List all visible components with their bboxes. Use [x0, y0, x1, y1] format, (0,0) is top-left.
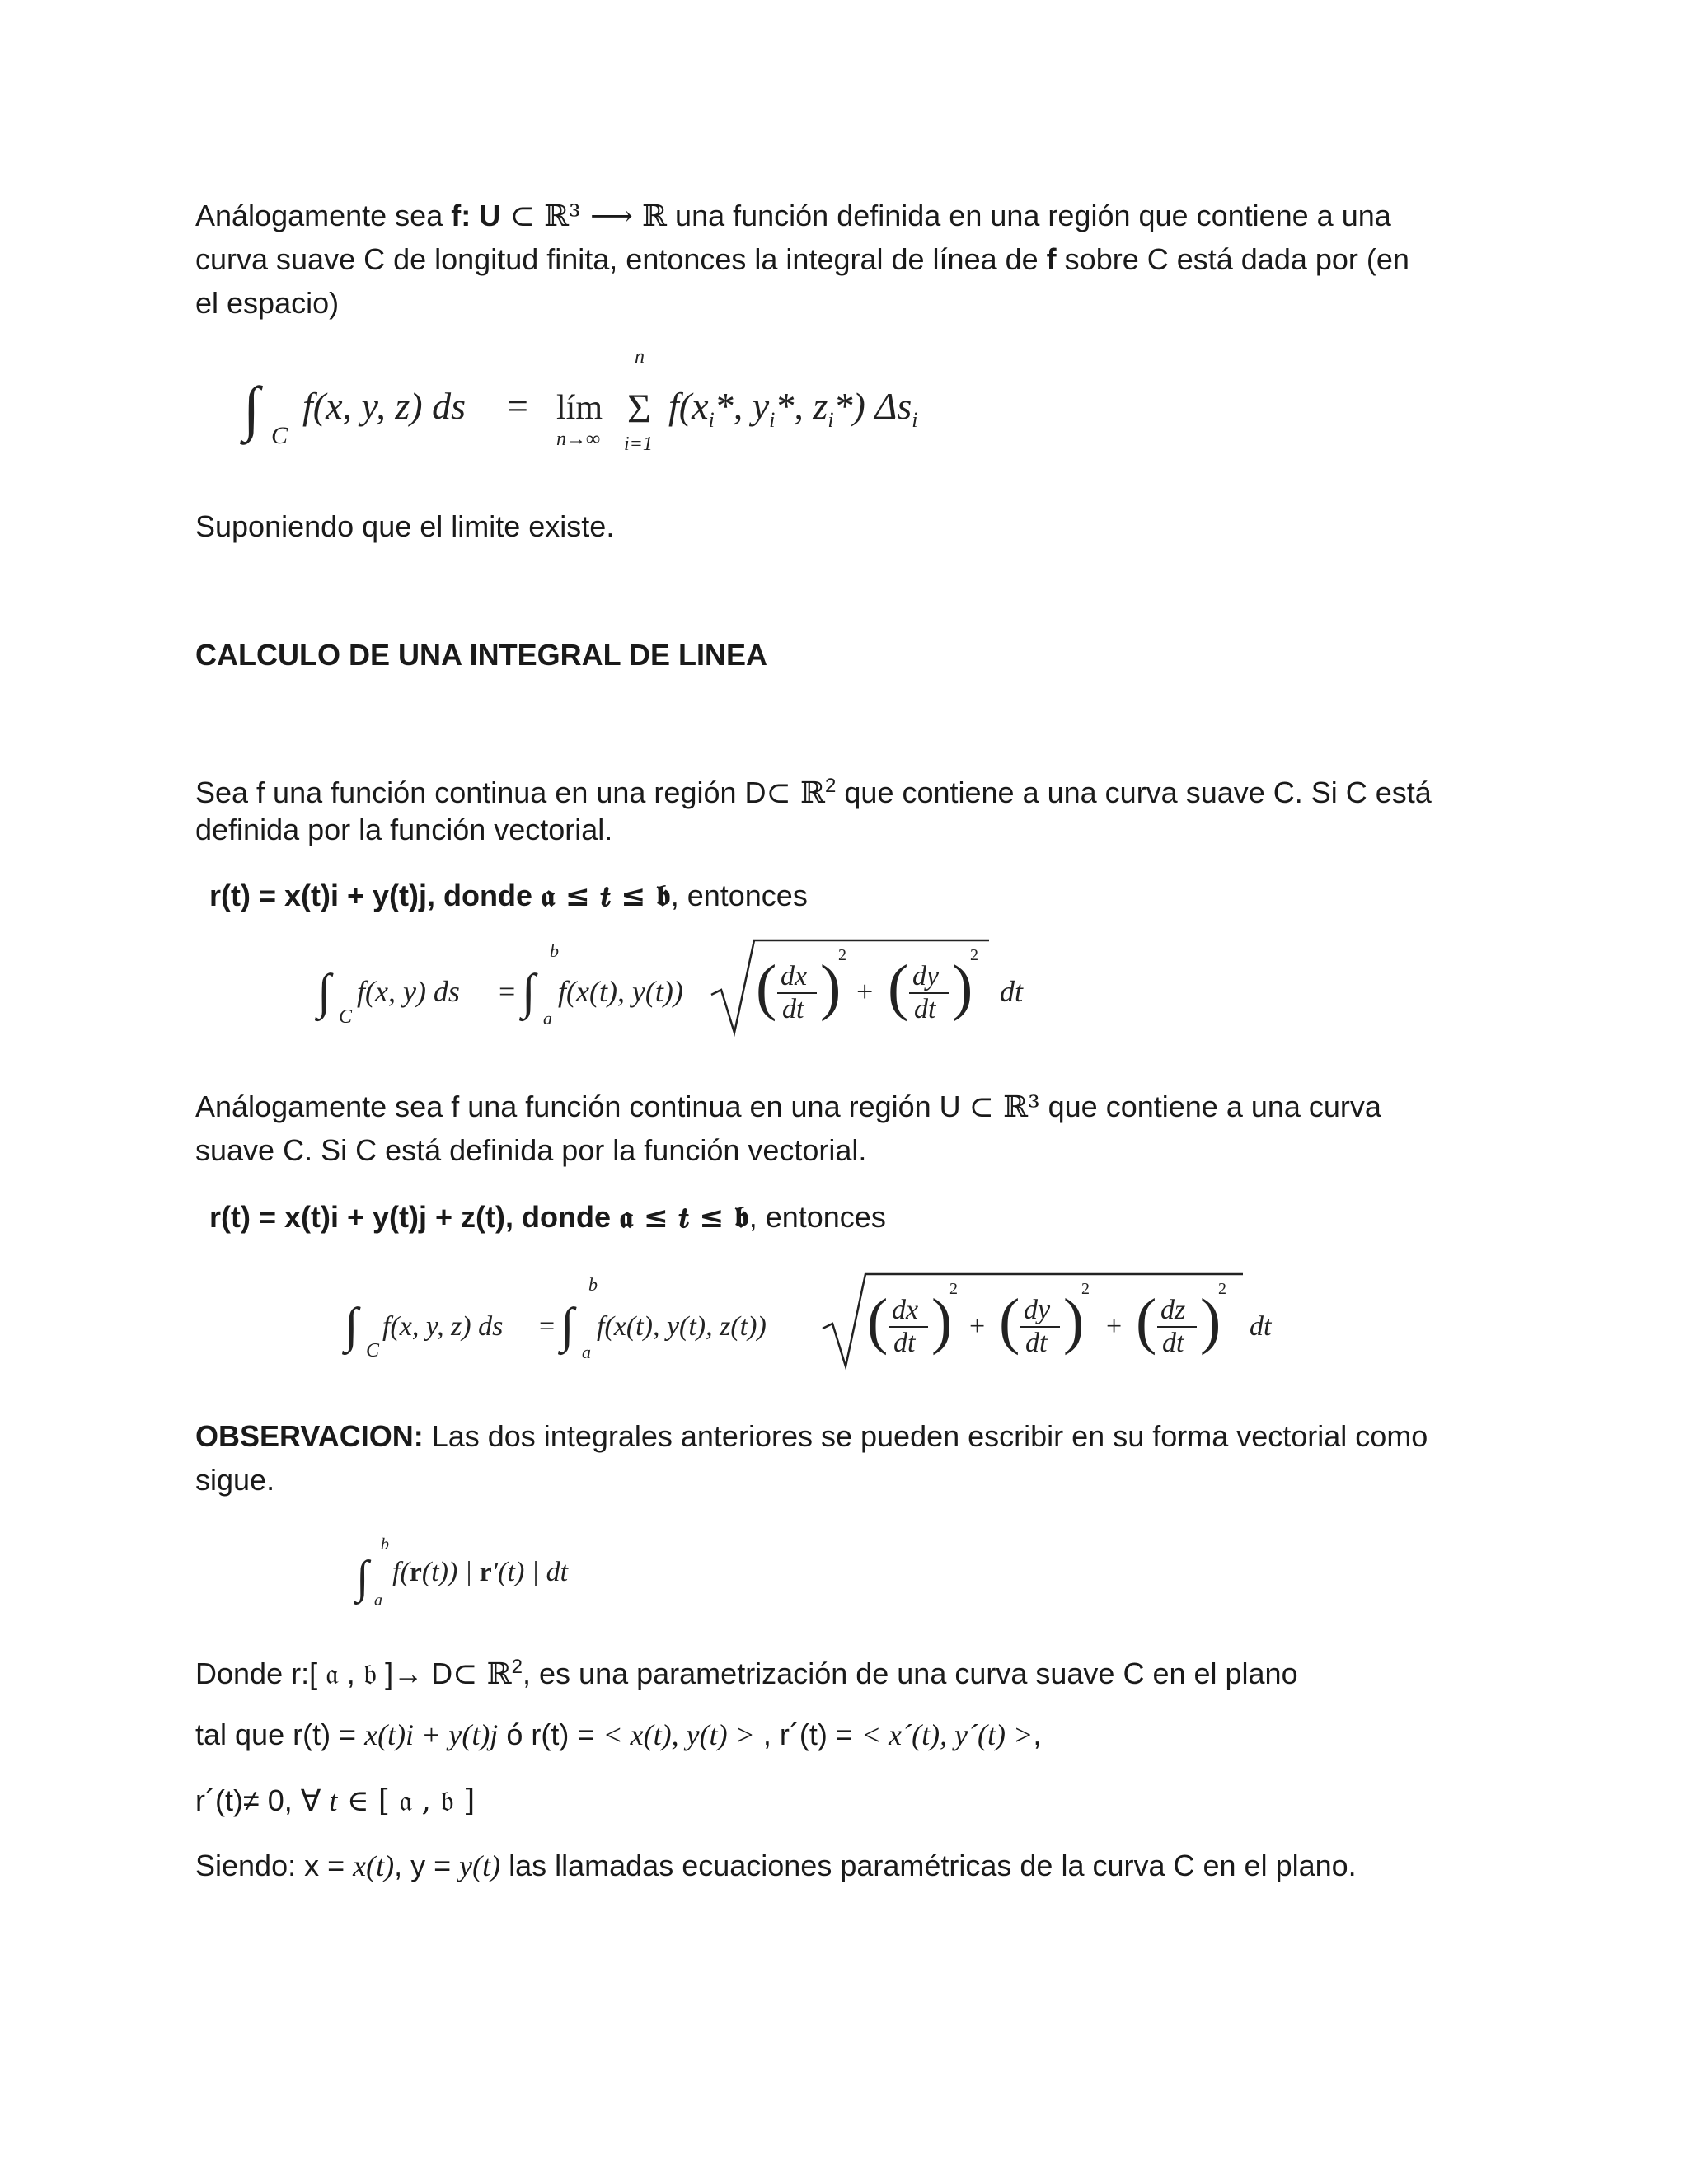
paren: ) [1063, 1286, 1085, 1356]
paren: ( [756, 953, 777, 1022]
lower-limit: a [543, 1008, 552, 1029]
formula-svg [243, 338, 985, 470]
paragraph-line: suave C. Si C está definida por la función vectorial. [195, 1133, 867, 1167]
formula-line-integral-2d [317, 935, 1059, 1043]
subset-symbol: ⊂ [766, 776, 801, 810]
math-x: x(t) [353, 1849, 395, 1882]
paren: ) [1200, 1286, 1221, 1356]
dt-differential: dt [1000, 975, 1024, 1008]
sum-upper: n [635, 346, 645, 368]
upper-limit: b [550, 940, 559, 961]
text: , r´(t) = [754, 1718, 861, 1751]
text: , [1033, 1718, 1042, 1751]
upper-limit: b [588, 1274, 598, 1295]
r2-symbol: ℝ [800, 776, 826, 810]
equals: = [499, 975, 516, 1008]
exponent: 2 [838, 946, 846, 964]
function-f: f [1046, 242, 1057, 276]
paren: ( [867, 1286, 889, 1356]
paren: ) [931, 1286, 953, 1356]
text: r´(t)≠ 0, ∀ [195, 1783, 330, 1817]
vector-function-2d [209, 874, 1495, 918]
dy: dy [912, 961, 940, 991]
formula-line-integral-3d [345, 1269, 1292, 1376]
paren: ( [888, 953, 909, 1022]
integrand: f(x(t), y(t), z(t)) [597, 1311, 767, 1342]
text: ó r(t) = [498, 1718, 603, 1751]
dt: dt [1025, 1328, 1048, 1358]
dx: dx [892, 1295, 919, 1325]
integral-sign: ∫ [560, 1298, 574, 1352]
dt: dt [893, 1328, 916, 1358]
paragraph-line-3: el espacio) [195, 286, 340, 320]
math-expression: < x´(t), y´(t) > [860, 1718, 1034, 1751]
sum-lower: i=1 [624, 434, 653, 455]
paren: ) [820, 953, 842, 1022]
integral-sign: ∫ [356, 1552, 369, 1603]
text: una función definida en una región que contiene a una [667, 199, 1391, 232]
text: , es una parametrización de una curva suave C en el plano [523, 1657, 1298, 1690]
observation-label: OBSERVACION: [195, 1419, 424, 1453]
r3-symbol: ℝ³ [1003, 1090, 1040, 1124]
lhs: f(x, y, z) ds [382, 1311, 504, 1342]
plus: + [1106, 1311, 1123, 1342]
math-t: t [329, 1784, 338, 1817]
paragraph-line [195, 1085, 1481, 1129]
exponent: 2 [511, 1656, 523, 1678]
parametric-equations-line [195, 1844, 1481, 1888]
lhs: f(x, y) ds [357, 975, 460, 1008]
text: que contiene a una curva suave C. Si C está [836, 776, 1432, 809]
dt: dt [782, 994, 804, 1024]
math-expression: x(t)i + y(t)j [364, 1718, 499, 1751]
vector-function-3d [209, 1195, 1495, 1240]
text: , entonces [748, 1200, 886, 1234]
parametrization-line [195, 1713, 1481, 1757]
equals: = [507, 385, 528, 427]
text: curva suave C de longitud finita, entonces la integral de línea de [195, 242, 1047, 276]
dy: dy [1024, 1295, 1051, 1325]
paragraph-line: definida por la función vectorial. [195, 813, 613, 846]
square-root-sign [711, 940, 989, 1033]
exponent: 2 [1081, 1280, 1090, 1298]
lower-limit: a [374, 1591, 382, 1610]
equals: = [539, 1311, 556, 1342]
formula-vector-form [356, 1535, 636, 1617]
lim-subscript: n→∞ [556, 429, 601, 450]
arrow-symbol: ⟶ [580, 199, 643, 233]
formula-svg [356, 1535, 636, 1617]
text: que contiene a una curva [1039, 1090, 1381, 1123]
subscript-c: C [271, 422, 288, 449]
text: , y = [394, 1849, 460, 1882]
nonzero-derivative-line [195, 1779, 1481, 1823]
r-symbol: ℝ [642, 199, 668, 233]
observation-line [195, 1414, 1481, 1458]
formula-limit-definition [243, 338, 985, 470]
math-expression: < x(t), y(t) > [603, 1718, 755, 1751]
observation-line: sigue. [195, 1463, 275, 1497]
paren: ( [999, 1286, 1020, 1356]
plus: + [856, 975, 874, 1008]
subset-symbol: ⊂ [500, 199, 545, 233]
dz: dz [1160, 1295, 1186, 1325]
r2-symbol: ℝ [486, 1657, 512, 1691]
paragraph-line-1 [195, 194, 1481, 238]
parameter-range: 𝖆 ≤ 𝒕 ≤ 𝖇 [619, 1200, 749, 1235]
parameter-range: 𝖆 ≤ 𝒕 ≤ 𝖇 [541, 879, 671, 913]
sum-term: $f(x_i*$, $y_i*$, $z_i*$) $\Delta s_i$ [668, 385, 918, 432]
exponent: 2 [970, 946, 978, 964]
interval: ∈ [ 𝔞 , 𝔟 ] [337, 1784, 476, 1818]
lower-limit: a [582, 1342, 591, 1362]
text: Siendo: x = [195, 1849, 354, 1882]
text: Las dos integrales anteriores se pueden escribir en su forma vectorial como [423, 1419, 1428, 1453]
subscript-c: C [366, 1340, 380, 1361]
formula-svg [345, 1269, 1292, 1376]
text: sobre C está dada por (en [1056, 242, 1409, 276]
subset-symbol: ⊂ [452, 1657, 487, 1691]
text: , entonces [670, 879, 808, 912]
formula-svg [317, 935, 1059, 1043]
integral-sign: ∫ [345, 1298, 359, 1352]
dt-differential: dt [1250, 1311, 1272, 1342]
definition-line [195, 1645, 1481, 1696]
subset-symbol: ⊂ [968, 1090, 1004, 1124]
lim: lím [556, 389, 603, 427]
subscript-c: C [339, 1006, 353, 1028]
integral-sign: ∫ [522, 964, 536, 1019]
paragraph-line-2 [195, 237, 1481, 281]
plus: + [969, 1311, 986, 1342]
integral-sign: ∫ [243, 375, 260, 443]
dt: dt [1162, 1328, 1184, 1358]
text: Análogamente sea f una función continua en una región U [195, 1090, 969, 1123]
exponent: 2 [825, 775, 837, 797]
vector-integrand: f(r(t)) | r′(t) | dt [392, 1557, 569, 1587]
r3-symbol: ℝ³ [544, 199, 581, 233]
section-heading: CALCULO DE UNA INTEGRAL DE LINEA [195, 638, 768, 672]
lhs: f(x, y, z) ds [302, 385, 467, 427]
paren: ( [1136, 1286, 1157, 1356]
text: tal que r(t) = [195, 1718, 365, 1751]
text: Donde r:[ 𝔞 , 𝔟 ]→ D [195, 1657, 453, 1690]
integral-sign: ∫ [317, 964, 331, 1019]
text: Análogamente sea [195, 199, 452, 232]
exponent: 2 [950, 1280, 958, 1298]
integrand: f(x(t), y(t)) [558, 975, 683, 1008]
text: las llamadas ecuaciones paramétricas de la curva C en el plano. [500, 1849, 1357, 1882]
dx: dx [781, 961, 808, 991]
paren: ) [952, 953, 973, 1022]
function-definition: f: U [451, 199, 501, 232]
text: Sea f una función continua en una región D [195, 776, 767, 809]
upper-limit: b [381, 1535, 389, 1554]
paragraph-suponiendo: Suponiendo que el limite existe. [195, 509, 615, 543]
dt: dt [914, 994, 936, 1024]
text: r(t) = x(t)i + y(t)j + z(t), donde [209, 1200, 619, 1234]
exponent: 2 [1218, 1280, 1226, 1298]
text: r(t) = x(t)i + y(t)j, donde [209, 879, 541, 912]
math-y: y(t) [459, 1849, 501, 1882]
sigma: Σ [627, 385, 652, 431]
